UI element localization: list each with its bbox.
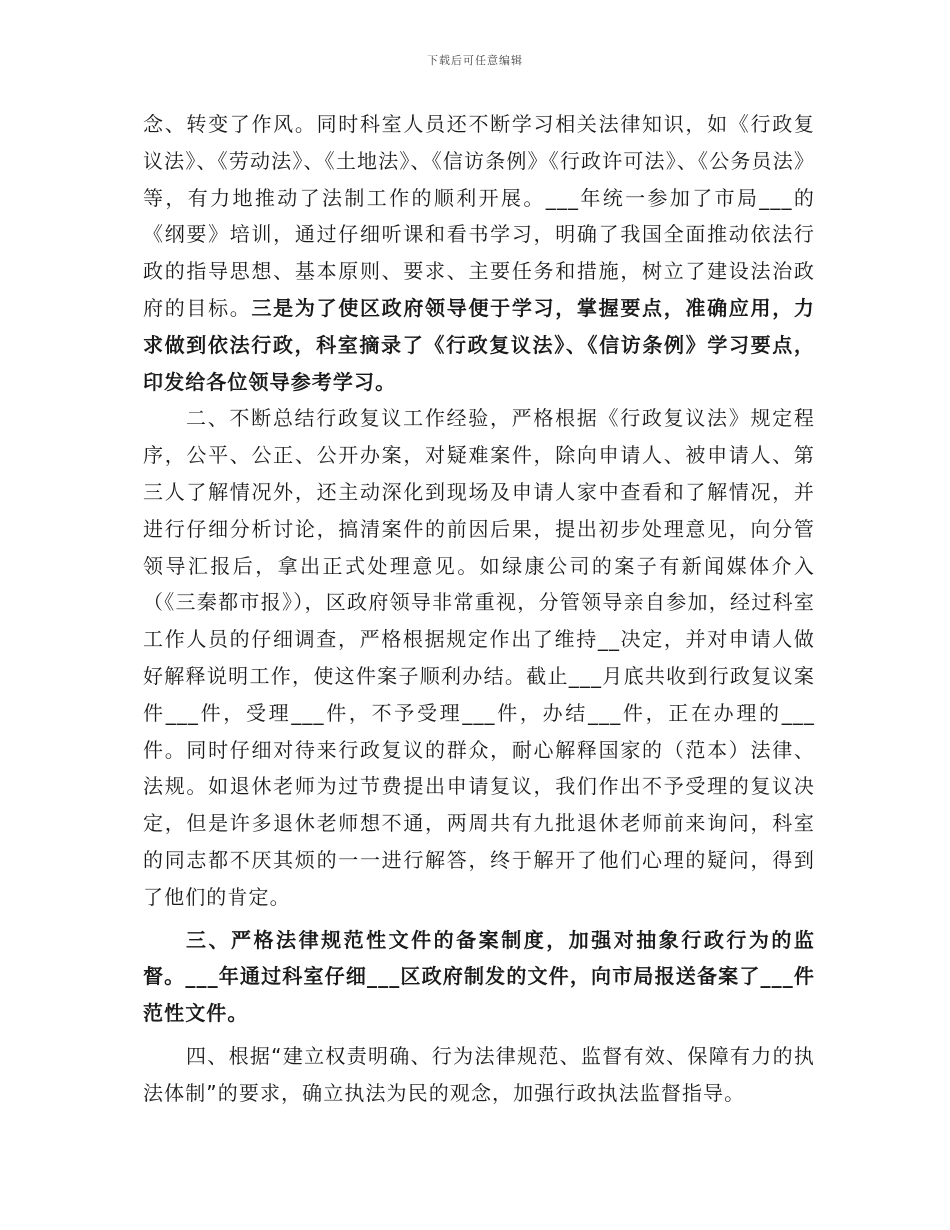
paragraph-4: [143, 1038, 815, 1112]
paragraph-2-text: 二、不断总结行政复议工作经验，严格根据《行政复议法》规定程序，公平、公正、公开办案，对疑难案件，除向申请人、被申请人、第三人了解情况外，还主动深化到现场及申请人家中查看和了解情况，并进行仔细分析讨论，搞清案件的前因后果，提出初步处理意见，向分管领导汇报后，拿出正式处理意见。如绿康公司的案子有新闻媒体介入（《三秦都市报》），区政府领导非常重视，分管领导亲自参加，经过科室工作人员的仔细调查，严格根据规定作出了维持__决定，并对申请人做好解释说明工作，使这件案子顺利办结。截止___月底共收到行政复议案件___件，受理___件，不予受理___件，办结___件，正在办理的___件。同时仔细对待来行政复议的群众，耐心解释国家的（范本）法律、法规。如退休老师为过节费提出申请复议，我们作出不予受理的复议决定，但是许多退休老师想不通，两周共有九批退休老师前来询问，科室的同志都不厌其烦的一一进行解答，终于解开了他们心理的疑问，得到了他们的肯定。: [143, 406, 815, 909]
document-body: [143, 106, 815, 1112]
paragraph-3-bold-text: 三、严格法律规范性文件的备案制度，加强对抽象行政行为的监督。___年通过科室仔细___区政府制发的文件，向市局报送备案了___件范性文件。: [143, 927, 815, 1026]
paragraph-1-text: 念、转变了作风。同时科室人员还不断学习相关法律知识，如《行政复议法》、《劳动法》、《土地法》、《信访条例》《行政许可法》、《公务员法》等，有力地推动了法制工作的顺利开展。___年统一参加了市局___的《纲要》培训，通过仔细听课和看书学习，明确了我国全面推动依法行政的指导思想、基本原则、要求、主要任务和措施，树立了建设法治政府的目标。: [143, 112, 815, 320]
page-header: 下载后可任意编辑: [427, 54, 523, 67]
paragraph-4-text: 四、根据“建立权责明确、行为法律规范、监督有效、保障有力的执法体制”的要求，确立执法为民的观念，加强行政执法监督指导。: [143, 1043, 815, 1105]
paragraph-3: [143, 922, 815, 1032]
paragraph-1: [143, 106, 815, 400]
paragraph-2: [143, 400, 815, 915]
paragraph-1-bold-text: 三是为了使区政府领导便于学习，掌握要点，准确应用，力求做到依法行政，科室摘录了《行政复议法》、《信访条例》学习要点，印发给各位领导参考学习。: [143, 295, 815, 394]
